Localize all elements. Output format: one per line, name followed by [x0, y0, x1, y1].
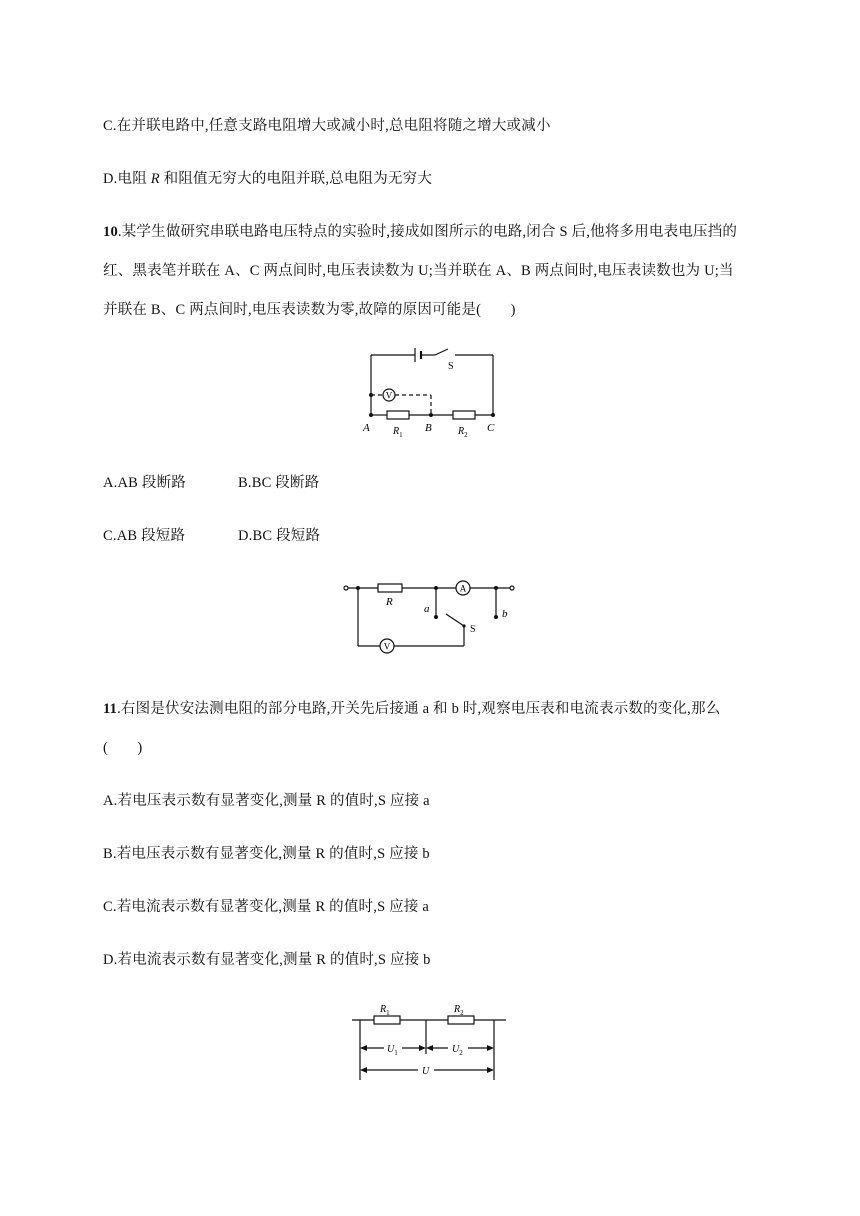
fig3-r2-label [453, 1004, 464, 1017]
q10-stem-text1: .某学生做研究串联电路电压特点的实验时,接成如图所示的电路,闭合 S 后,他将多用电表电压挡的 [117, 224, 738, 240]
q10-option-a: A.AB 段断路 [103, 475, 186, 491]
q9-option-d-post: 和阻值无穷大的电阻并联,总电阻为无穷大 [159, 171, 433, 187]
q10-option-d: D.BC 段短路 [238, 528, 321, 544]
ammeter-symbol: A [459, 583, 467, 594]
resistor-r-label: R [386, 596, 393, 608]
q10-option-c: C.AB 段短路 [103, 528, 186, 544]
q11-option-d: D.若电流表示数有显著变化,测量 R 的值时,S 应接 b [103, 952, 431, 968]
q11-circuit-figure [340, 578, 530, 658]
q10-option-b: B.BC 段断路 [238, 475, 320, 491]
q11-option-c: C.若电流表示数有显著变化,测量 R 的值时,S 应接 a [103, 899, 430, 915]
switch-s-label: S [470, 624, 476, 635]
contact-b-label: b [502, 608, 508, 620]
q9-option-c: C.在并联电路中,任意支路电阻增大或减小时,总电阻将随之增大或减小 [103, 118, 551, 134]
q10-stem-line2: 红、黑表笔并联在 A、C 两点间时,电压表读数为 U;当并联在 A、B 两点间时,电压表读数也为 U;当 [103, 263, 734, 279]
fig3-r1-sub: 1 [386, 1009, 390, 1017]
fig3-u1-sub: 1 [394, 1049, 398, 1057]
point-c-label: C [487, 422, 495, 434]
series-voltage-figure [350, 998, 510, 1083]
switch-label: S [448, 361, 454, 372]
q11-number: 11 [103, 701, 118, 717]
q10-circuit-figure [355, 345, 515, 445]
fig3-r2-letter: R [454, 1004, 461, 1015]
fig3-u2-label [452, 1044, 463, 1057]
r2-label [457, 426, 468, 439]
r1-subscript: 1 [399, 431, 403, 439]
q9-option-d [103, 167, 432, 188]
q11-option-a: A.若电压表示数有显著变化,测量 R 的值时,S 应接 a [103, 793, 430, 809]
fig3-r2-sub: 2 [460, 1009, 464, 1017]
point-b-label: B [425, 422, 432, 434]
r2-subscript: 2 [464, 431, 468, 439]
fig3-u-label: U [422, 1066, 430, 1077]
voltmeter-symbol: V [385, 390, 393, 401]
q10-stem-line1 [103, 220, 737, 241]
r1-label [392, 426, 403, 439]
q10-number: 10 [103, 224, 118, 240]
r1-letter: R [393, 426, 400, 437]
point-a-label: A [363, 422, 370, 434]
fig3-u2-sub: 2 [459, 1049, 463, 1057]
q11-option-b: B.若电压表示数有显著变化,测量 R 的值时,S 应接 b [103, 846, 430, 862]
q11-stem-text1: .右图是伏安法测电阻的部分电路,开关先后接通 a 和 b 时,观察电压表和电流表示数的变化,那么 [117, 701, 721, 717]
q10-stem-line3: 并联在 B、C 两点间时,电压表读数为零,故障的原因可能是( ) [103, 302, 516, 318]
fig3-r1-label [379, 1004, 390, 1017]
voltmeter-symbol-2: V [383, 641, 391, 652]
contact-a-label: a [424, 603, 430, 615]
q10-options-row1 [103, 471, 186, 492]
r2-letter: R [458, 426, 465, 437]
q9-option-d-r: R [150, 171, 160, 187]
fig3-u1-label [387, 1044, 398, 1057]
fig3-r1-letter: R [380, 1004, 387, 1015]
q11-stem-line1 [103, 697, 720, 718]
fig3-u2-letter: U [452, 1044, 460, 1055]
q9-option-d-pre: D.电阻 [103, 171, 151, 187]
fig3-u1-letter: U [387, 1044, 395, 1055]
q11-stem-line2: ( ) [103, 740, 143, 756]
